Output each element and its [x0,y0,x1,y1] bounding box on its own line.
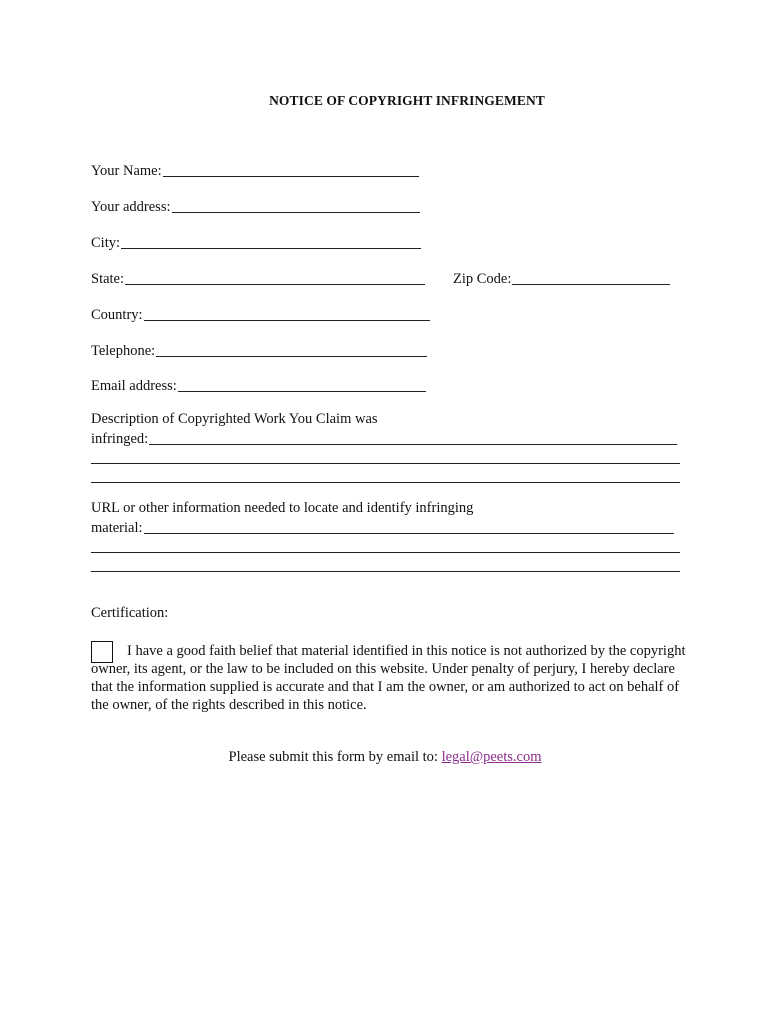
state-input[interactable] [125,272,425,286]
page-title: NOTICE OF COPYRIGHT INFRINGEMENT [269,93,545,108]
description-line-3[interactable] [91,468,680,483]
name-label: Your Name: [91,163,162,179]
country-line [144,306,430,321]
address-input[interactable] [172,200,420,214]
description-line-1 [149,430,677,445]
zip-input[interactable] [512,272,670,286]
description-label-line2: infringed: [91,431,149,447]
email-link[interactable]: legal@peets.com [441,749,542,765]
state-label: State: [91,271,125,287]
address-label: Your address: [91,199,171,215]
description-label-line1: Description of Copyrighted Work You Claim was [91,411,378,427]
city-field-row [91,232,421,252]
state-field-row [91,268,425,288]
url-line-2[interactable] [91,538,680,553]
name-field-row [91,160,419,180]
city-input[interactable] [121,236,421,250]
city-line [121,234,421,249]
url-input[interactable] [144,521,674,535]
telephone-input[interactable] [156,344,427,358]
name-input[interactable] [163,164,419,178]
zip-label: Zip Code: [453,271,512,287]
zip-field-row [453,268,670,288]
city-label: City: [91,235,121,251]
name-line [163,162,419,177]
zip-line [512,270,670,285]
telephone-field-row [91,340,427,360]
url-label-line2: material: [91,520,143,536]
telephone-line [156,342,427,357]
description-input[interactable] [149,432,677,446]
country-label: Country: [91,307,143,323]
submit-text: Please submit this form by email to: [228,749,442,765]
email-line [178,377,426,392]
address-field-row [91,196,420,216]
address-line [172,198,420,213]
certification-text: I have a good faith belief that material identified in this notice is not authorized by the copyright owner, its agent, or the law to be included on this website. Under penalty of perjury, I hereby declare that the information supplied is accurate and that I am the owner, or am authorized to act on behalf of the owner, of the rights described in this notice. [91,643,686,713]
email-label: Email address: [91,378,177,394]
url-label-line1: URL or other information needed to locate and identify infringing [91,500,474,516]
state-line [125,270,425,285]
url-line-3[interactable] [91,557,680,572]
url-field-row [91,517,674,537]
description-line-2[interactable] [91,449,680,464]
country-field-row [91,304,430,324]
email-input[interactable] [178,379,426,393]
url-line-1 [144,519,674,534]
email-field-row [91,375,426,395]
telephone-label: Telephone: [91,343,156,359]
submit-instructions [0,749,770,766]
description-field-row [91,428,677,448]
country-input[interactable] [144,308,430,322]
certification-label: Certification: [91,605,169,621]
